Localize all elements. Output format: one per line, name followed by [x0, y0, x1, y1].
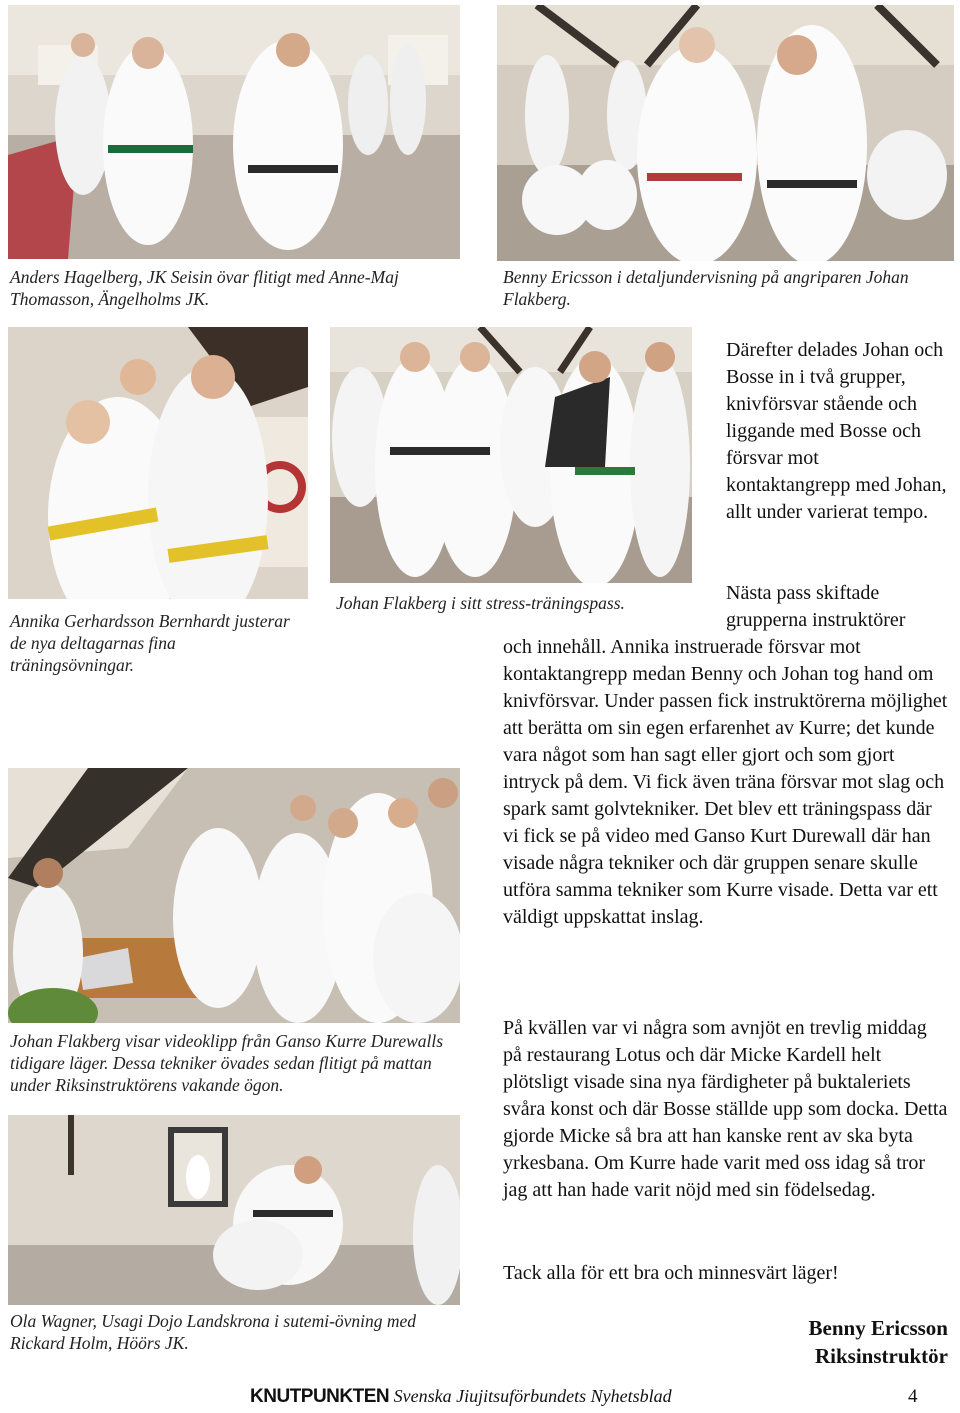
photo-annika: [8, 327, 308, 599]
caption-photo-2: Benny Ericsson i detaljundervisning på angriparen Johan Flakberg.: [503, 267, 909, 309]
paragraph-thanks: Tack alla för ett bra och minnesvärt läger!: [503, 1262, 839, 1284]
signature: [700, 1314, 948, 1370]
caption-photo-4: Johan Flakberg i sitt stress-träningspass.: [336, 593, 625, 613]
caption-photo-6: Ola Wagner, Usagi Dojo Landskrona i sutemi-övning med Rickard Holm, Höörs JK.: [10, 1311, 417, 1353]
caption-photo-5: Johan Flakberg visar videoklipp från Ganso Kurre Durewalls tidigare läger. Dessa tekniker övades sedan flitigt på mattan under Riksinstruktörens vakande ögon.: [10, 1031, 444, 1095]
signature-title: Riksinstruktör: [814, 1344, 948, 1368]
signature-name: Benny Ericsson: [808, 1316, 948, 1340]
footer-brand: KNUTPUNKTEN: [250, 1386, 390, 1407]
photo-anders-anne-maj: [8, 5, 460, 259]
photo-video-session: [8, 768, 460, 1023]
paragraph-next-session-start: Nästa pass skiftade grupperna instruktörer: [726, 582, 906, 631]
photo-sutemi: [8, 1115, 460, 1305]
paragraph-groups: Därefter delades Johan och Bosse in i två grupper, knivförsvar stående och liggande med Bosse och försvar mot kontaktangrepp med Johan, allt under varierat tempo.: [726, 339, 947, 523]
paragraph-evening: På kvällen var vi några som avnjöt en trevlig middag på restaurang Lotus och där Micke Kardell helt plötsligt visade sina nya färdigheter på buktaleriets svåra konst och där Bosse ställde upp som docka. Detta gjorde Micke så bra att han kanske rent av ska byta yrkesbana. Om Kurre hade varit med oss idag så tror jag att han hade varit nöjd med sin födelsedag.: [503, 1017, 948, 1201]
footer-subtitle: Svenska Jiujitsuförbundets Nyhetsblad: [393, 1386, 672, 1406]
photo-benny-johan: [497, 5, 954, 261]
page-number: 4: [908, 1386, 918, 1407]
caption-photo-3: Annika Gerhardsson Bernhardt justerar de nya deltagarnas fina träningsövningar.: [10, 611, 290, 675]
footer: [250, 1386, 672, 1408]
paragraph-next-session: och innehåll. Annika instruerade försvar mot kontaktangrepp medan Benny och Johan tog hand om knivförsvar. Under passen fick instruktörerna möjlighet att berätta om sin egen erfarenhet av Kurre; det kunde vara något som han sagt eller gjort och som gjort intryck på dem. Vi fick även träna försvar mot slag och spark samt golvtekniker. Det blev ett träningspass där vi fick se på video med Ganso Kurt Durewall där han visade några tekniker och där gruppen senare skulle utföra samma tekniker som Kurre visade. Detta var ett väldigt uppskattat inslag.: [503, 636, 948, 928]
caption-photo-1: Anders Hagelberg, JK Seisin övar flitigt med Anne-Maj Thomasson, Ängelholms JK.: [10, 267, 399, 309]
photo-stress-training: [330, 327, 692, 583]
